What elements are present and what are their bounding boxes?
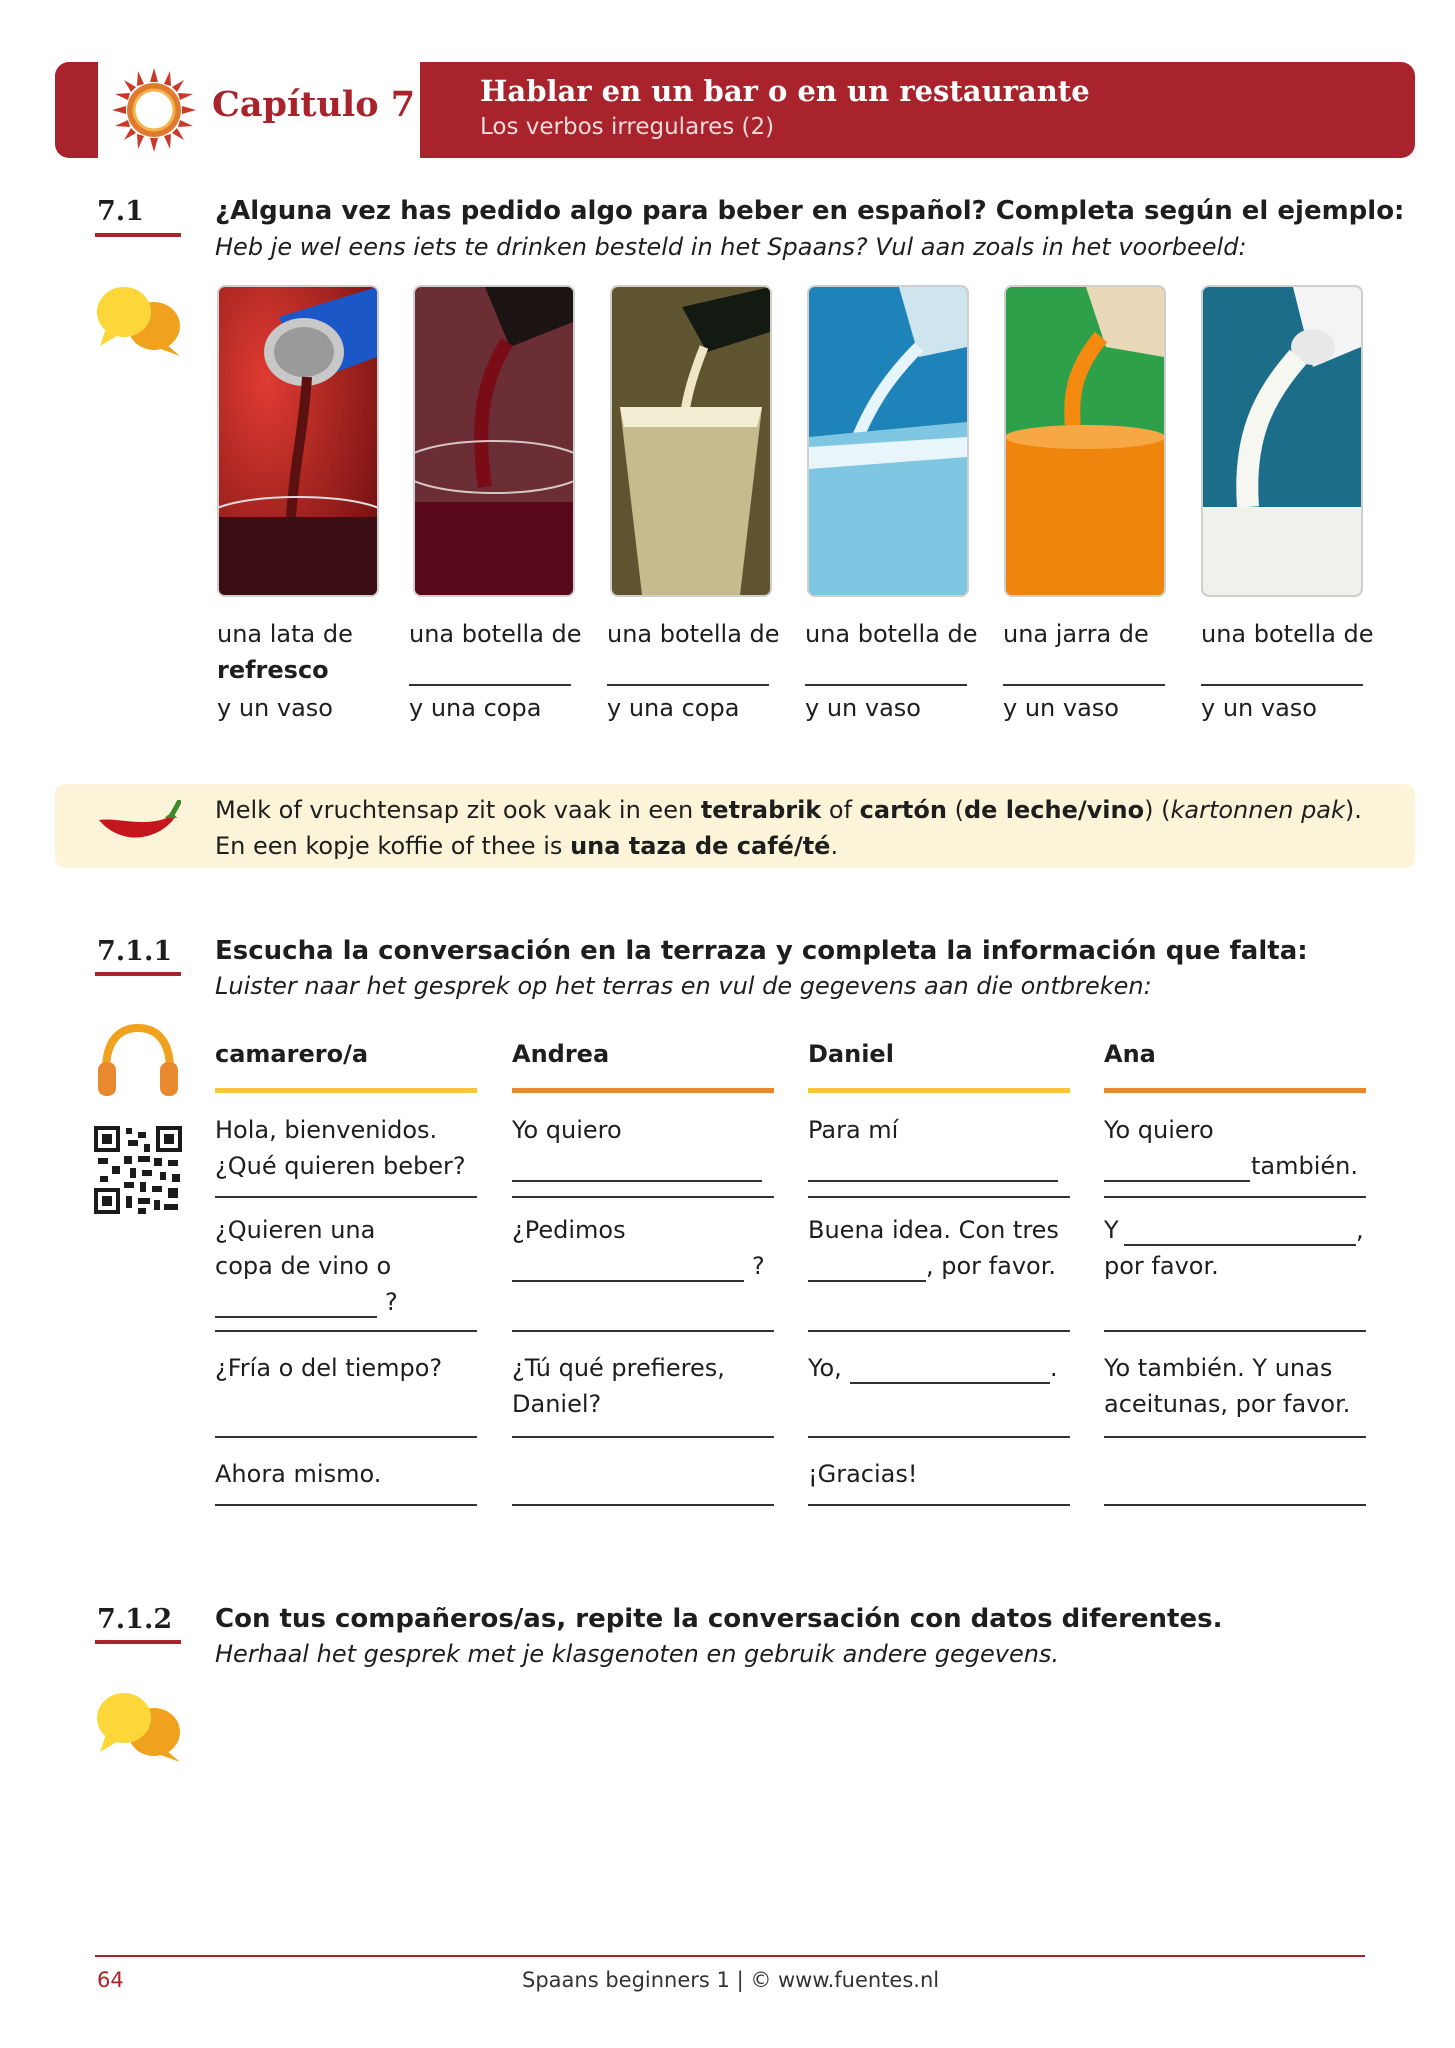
dialogue-line: ? — [752, 1252, 765, 1280]
drink-container: una jarra de — [1003, 620, 1149, 648]
dialogue-line: Para mí — [808, 1116, 899, 1144]
dialogue-line: ¿Pedimos — [512, 1216, 626, 1244]
drink-container: una botella de — [1201, 620, 1374, 648]
column-header: camarero/a — [215, 1040, 369, 1068]
column-header: Ana — [1104, 1040, 1156, 1068]
answer-blank[interactable] — [808, 1180, 1058, 1182]
tip-text: En een kopje koffie of thee is — [215, 832, 571, 860]
photo-soda-can — [217, 285, 379, 597]
speech-bubbles-icon — [96, 1690, 184, 1762]
dialogue-line: ¿Tú qué prefieres, — [512, 1354, 725, 1382]
drink-example-answer: refresco — [217, 656, 329, 684]
chapter-subtitle: Los verbos irregulares (2) — [480, 114, 775, 140]
chapter-label: Capítulo 7 — [212, 84, 416, 125]
headphones-icon — [96, 1022, 180, 1098]
dialogue-line: Yo quiero — [512, 1116, 622, 1144]
chili-pepper-icon — [95, 800, 181, 856]
sun-icon — [112, 68, 196, 152]
photo-orange-juice — [1004, 285, 1166, 597]
row-divider — [1104, 1196, 1366, 1198]
row-divider — [215, 1436, 477, 1438]
tip-line-2 — [215, 832, 838, 860]
tip-text: ). — [1344, 796, 1362, 824]
row-divider — [1104, 1330, 1366, 1332]
exercise-subtitle: Herhaal het gesprek met je klasgenoten en gebruik andere gegevens. — [215, 1640, 1060, 1668]
speech-bubbles-icon — [96, 284, 184, 356]
tip-text: of — [821, 796, 860, 824]
footer-credit: Spaans beginners 1 | © www.fuentes.nl — [522, 1968, 940, 1992]
tip-text: ) ( — [1144, 796, 1171, 824]
drink-answer-blank[interactable] — [409, 684, 571, 686]
row-divider — [808, 1196, 1070, 1198]
tip-translation: kartonnen pak — [1170, 796, 1345, 824]
row-divider — [512, 1330, 774, 1332]
photo-milk — [1201, 285, 1363, 597]
dialogue-line: Daniel? — [512, 1390, 602, 1418]
column-header-bar — [1104, 1088, 1366, 1093]
dialogue-line: Yo también. Y unas — [1104, 1354, 1333, 1382]
dialogue-line: ¡Gracias! — [808, 1460, 918, 1488]
dialogue-line: ¿Quieren una — [215, 1216, 376, 1244]
drink-answer-blank[interactable] — [1201, 684, 1363, 686]
chapter-title: Hablar en un bar o en un restaurante — [480, 74, 1090, 108]
drink-container: una botella de — [805, 620, 978, 648]
exercise-subtitle: Heb je wel eens iets te drinken besteld in het Spaans? Vul aan zoals in het voorbeeld: — [215, 233, 1247, 261]
tip-text: ( — [946, 796, 964, 824]
answer-blank[interactable] — [1104, 1180, 1250, 1182]
row-divider — [808, 1436, 1070, 1438]
drink-glass: y una copa — [409, 694, 542, 722]
dialogue-line: , por favor. — [926, 1252, 1057, 1280]
dialogue-line: Hola, bienvenidos. — [215, 1116, 438, 1144]
row-divider — [215, 1504, 477, 1506]
section-underline — [95, 1640, 181, 1644]
section-number: 7.1 — [97, 196, 144, 227]
answer-blank[interactable] — [512, 1180, 762, 1182]
tip-term: una taza de café/té — [570, 832, 831, 860]
tip-text: . — [830, 832, 839, 860]
tip-term: de leche/vino — [963, 796, 1145, 824]
exercise-subtitle: Luister naar het gesprek op het terras en vul de gegevens aan die ontbreken: — [215, 972, 1152, 1000]
section-underline — [95, 972, 181, 976]
dialogue-line: ¿Qué quieren beber? — [215, 1152, 466, 1180]
page-number: 64 — [97, 1968, 124, 1992]
dialogue-line: por favor. — [1104, 1252, 1219, 1280]
photo-red-wine — [413, 285, 575, 597]
column-header-bar — [512, 1088, 774, 1093]
answer-blank[interactable] — [1124, 1244, 1356, 1246]
tip-line-1 — [215, 796, 1362, 824]
exercise-title: ¿Alguna vez has pedido algo para beber en español? Completa según el ejemplo: — [215, 196, 1405, 226]
section-underline — [95, 233, 181, 237]
drink-glass: y un vaso — [805, 694, 921, 722]
drink-glass: y un vaso — [217, 694, 333, 722]
photo-water — [807, 285, 969, 597]
row-divider — [512, 1436, 774, 1438]
drink-glass: y un vaso — [1003, 694, 1119, 722]
dialogue-line: también. — [1251, 1152, 1359, 1180]
tip-text: Melk of vruchtensap zit ook vaak in een — [215, 796, 701, 824]
column-header: Daniel — [808, 1040, 894, 1068]
answer-blank[interactable] — [215, 1316, 377, 1318]
row-divider — [1104, 1504, 1366, 1506]
qr-code-icon[interactable] — [94, 1126, 182, 1214]
column-header-bar — [215, 1088, 477, 1093]
exercise-title: Escucha la conversación en la terraza y completa la información que falta: — [215, 936, 1308, 966]
row-divider — [808, 1504, 1070, 1506]
dialogue-line: ¿Fría o del tiempo? — [215, 1354, 443, 1382]
tip-term: cartón — [859, 796, 947, 824]
dialogue-line: . — [1050, 1354, 1058, 1382]
drink-glass: y un vaso — [1201, 694, 1317, 722]
section-number: 7.1.1 — [97, 936, 173, 967]
answer-blank[interactable] — [808, 1280, 926, 1282]
row-divider — [215, 1330, 477, 1332]
dialogue-line: Yo quiero — [1104, 1116, 1214, 1144]
dialogue-line: Y — [1104, 1216, 1119, 1244]
drink-glass: y una copa — [607, 694, 740, 722]
photo-white-wine — [610, 285, 772, 597]
dialogue-line: ? — [385, 1288, 398, 1316]
drink-container: una botella de — [607, 620, 780, 648]
dialogue-line: Buena idea. Con tres — [808, 1216, 1059, 1244]
footer-divider — [95, 1955, 1365, 1957]
dialogue-line: Yo, — [808, 1354, 842, 1382]
drink-container: una botella de — [409, 620, 582, 648]
drink-answer-blank[interactable] — [805, 684, 967, 686]
section-number: 7.1.2 — [97, 1604, 173, 1635]
answer-blank[interactable] — [850, 1382, 1050, 1384]
dialogue-line: , — [1356, 1216, 1364, 1244]
exercise-title: Con tus compañeros/as, repite la conversación con datos diferentes. — [215, 1604, 1223, 1634]
column-header-bar — [808, 1088, 1070, 1093]
dialogue-line: Ahora mismo. — [215, 1460, 382, 1488]
row-divider — [215, 1196, 477, 1198]
dialogue-line: aceitunas, por favor. — [1104, 1390, 1351, 1418]
row-divider — [1104, 1436, 1366, 1438]
dialogue-line: copa de vino o — [215, 1252, 392, 1280]
row-divider — [808, 1330, 1070, 1332]
tip-term: tetrabrik — [700, 796, 822, 824]
column-header: Andrea — [512, 1040, 610, 1068]
answer-blank[interactable] — [512, 1280, 744, 1282]
row-divider — [512, 1196, 774, 1198]
drink-answer-blank[interactable] — [607, 684, 769, 686]
drink-answer-blank[interactable] — [1003, 684, 1165, 686]
row-divider — [512, 1504, 774, 1506]
drink-container: una lata de — [217, 620, 353, 648]
